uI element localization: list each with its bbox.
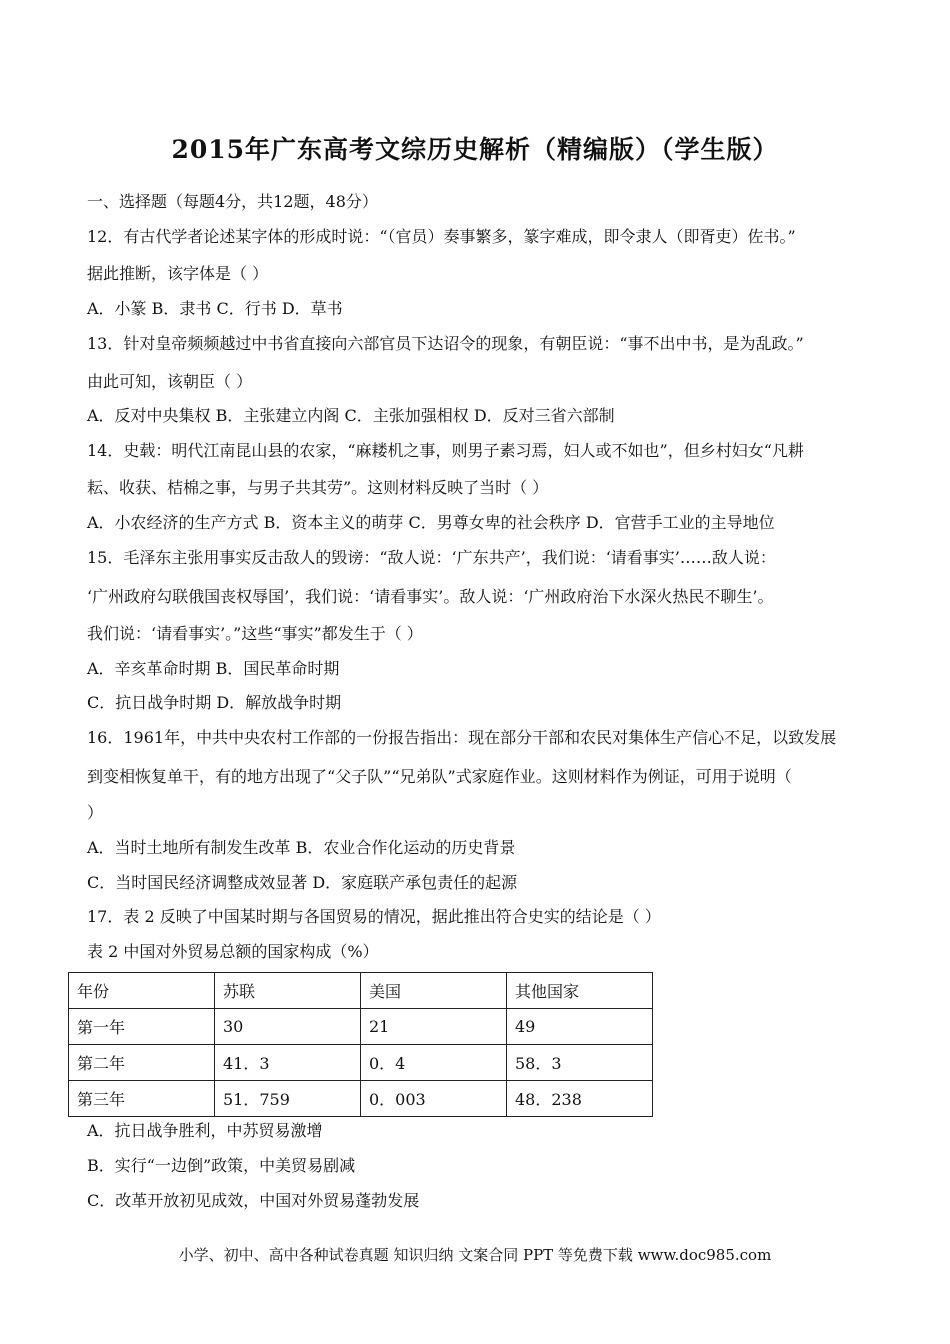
q15-line2: ‘广州政府勾联俄国丧权辱国’，我们说：‘请看事实’。敌人说：‘广州政府治下水深火热民不聊生’。	[87, 587, 774, 606]
table-row	[69, 1009, 653, 1045]
table-header-cell: 苏联	[215, 973, 361, 1009]
q13-line2: 由此可知，该朝臣（ ）	[87, 372, 253, 391]
table-cell: 第三年	[69, 1081, 215, 1117]
table-cell: 第一年	[69, 1009, 215, 1045]
page-title: 2015年广东高考文综历史解析（精编版）（学生版）	[171, 135, 779, 164]
q12-line1: 12．有古代学者论述某字体的形成时说：“（官员）奏事繁多，篆字难成，即令隶人（即胥吏）佐书。”	[87, 227, 796, 246]
q16-line3: ）	[87, 803, 104, 822]
q15-line1: 15．毛泽东主张用事实反击敌人的毁谤：“敌人说：‘广东共产’，我们说：‘请看事实’……敌人说：	[87, 548, 776, 567]
q14-line2: 耘、收获、桔棉之事，与男子共其劳”。这则材料反映了当时（ ）	[87, 478, 549, 497]
table-cell: 58．3	[507, 1045, 653, 1081]
table-row	[69, 1045, 653, 1081]
q15-options-cd: C．抗日战争时期 D．解放战争时期	[87, 693, 342, 712]
q17-option-a: A．抗日战争胜利，中苏贸易激增	[87, 1121, 323, 1140]
q13-options: A．反对中央集权 B．主张建立内阁 C．主张加强相权 D．反对三省六部制	[87, 406, 615, 425]
table-cell: 第二年	[69, 1045, 215, 1081]
q13-line1: 13．针对皇帝频频越过中书省直接向六部官员下达诏令的现象，有朝臣说：“事不出中书，是为乱政。”	[87, 334, 804, 353]
table-header-cell: 年份	[69, 973, 215, 1009]
section-heading: 一、选择题（每题4分，共12题，48分）	[87, 192, 378, 211]
trade-table	[68, 972, 653, 1117]
table-cell: 51．759	[215, 1081, 361, 1117]
table-cell: 21	[361, 1009, 507, 1045]
table-cell: 0．003	[361, 1081, 507, 1117]
table-header-cell: 其他国家	[507, 973, 653, 1009]
q16-line2: 到变相恢复单干，有的地方出现了“父子队”“兄弟队”式家庭作业。这则材料作为例证，可用于说明（	[87, 767, 792, 786]
q16-options-ab: A．当时土地所有制发生改革 B．农业合作化运动的历史背景	[87, 838, 516, 857]
q12-line2: 据此推断，该字体是（ ）	[87, 264, 269, 283]
table-caption: 表 2 中国对外贸易总额的国家构成（%）	[87, 942, 379, 961]
table-cell: 41．3	[215, 1045, 361, 1081]
table-header-row	[69, 973, 653, 1009]
q15-line3: 我们说：‘请看事实’。”这些“事实”都发生于（ ）	[87, 624, 423, 643]
q16-line1: 16．1961年，中共中央农村工作部的一份报告指出：现在部分干部和农民对集体生产信心不足，以致发展	[87, 728, 837, 747]
table-cell: 48．238	[507, 1081, 653, 1117]
q15-options-ab: A．辛亥革命时期 B．国民革命时期	[87, 659, 340, 678]
q16-options-cd: C．当时国民经济调整成效显著 D．家庭联产承包责任的起源	[87, 873, 518, 892]
page-footer: 小学、初中、高中各种试卷真题 知识归纳 文案合同 PPT 等免费下载 www.doc985.com	[178, 1246, 772, 1264]
table-header-cell: 美国	[361, 973, 507, 1009]
q17-line1: 17．表 2 反映了中国某时期与各国贸易的情况，据此推出符合史实的结论是（ ）	[87, 907, 661, 926]
table-cell: 49	[507, 1009, 653, 1045]
q14-options: A．小农经济的生产方式 B．资本主义的萌芽 C．男尊女卑的社会秩序 D．官营手工业的主导地位	[87, 513, 775, 532]
q14-line1: 14．史载：明代江南昆山县的农家，“麻耧机之事，则男子素习焉，妇人或不如也”，但乡村妇女“凡耕	[87, 441, 804, 460]
q17-option-b: B．实行“一边倒”政策，中美贸易剧减	[87, 1156, 356, 1175]
table-cell: 0．4	[361, 1045, 507, 1081]
q17-option-c: C．改革开放初见成效，中国对外贸易蓬勃发展	[87, 1191, 420, 1210]
table-cell: 30	[215, 1009, 361, 1045]
q12-options: A．小篆 B．隶书 C．行书 D．草书	[87, 299, 343, 318]
table-row	[69, 1081, 653, 1117]
